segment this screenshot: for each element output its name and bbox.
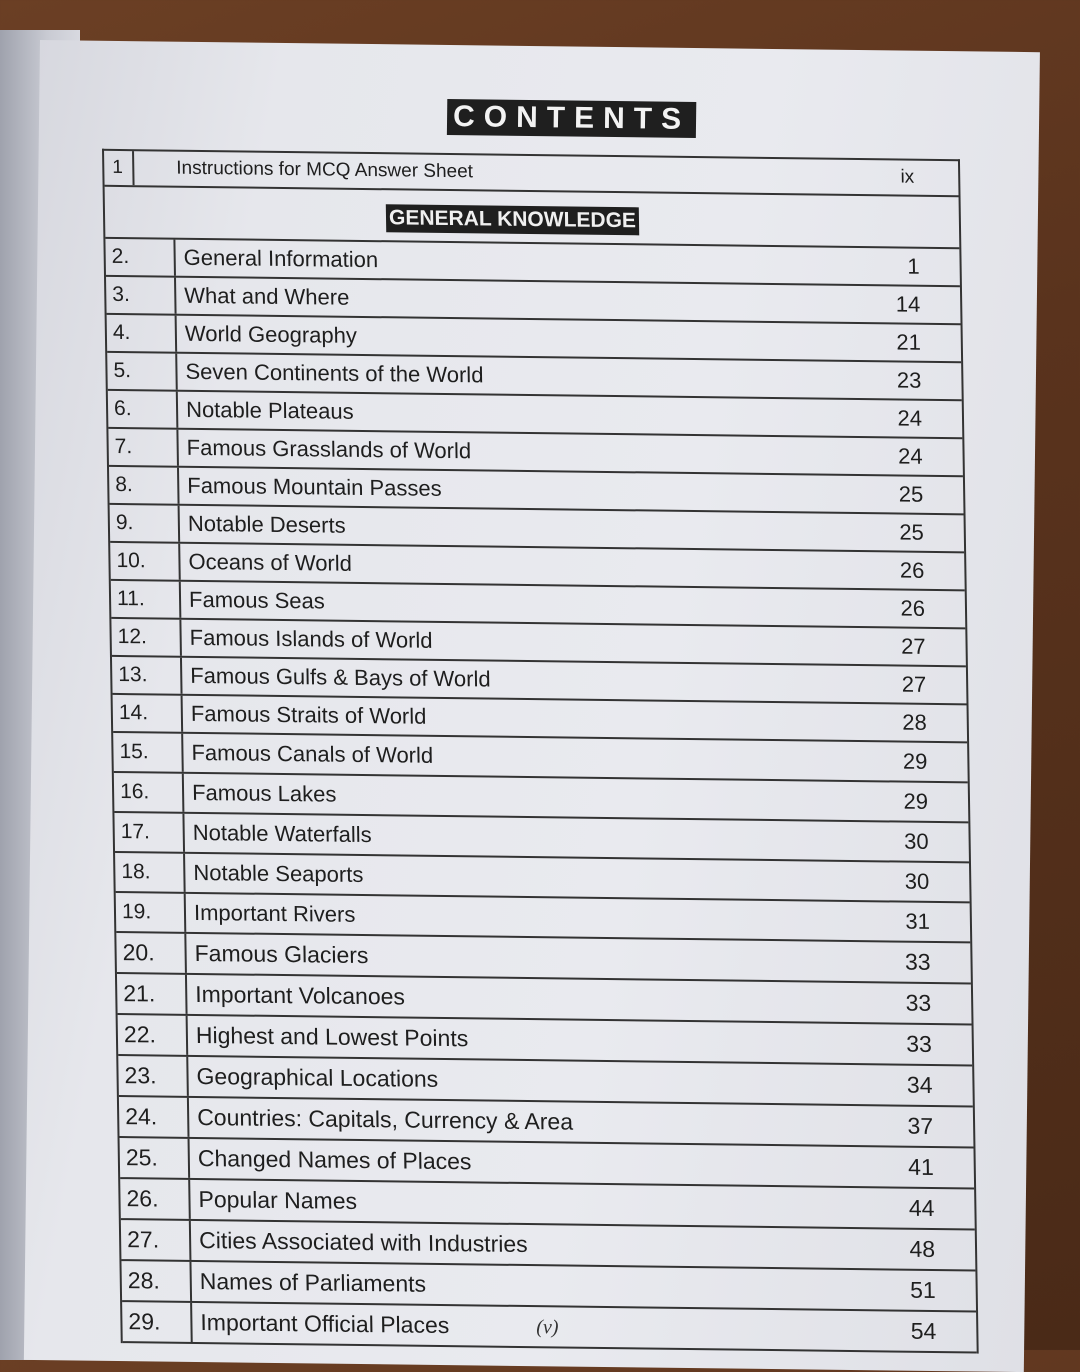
entry-page: 51 [909,1276,936,1304]
entry-title: Famous Straits of World [190,700,427,729]
entry-number: 7. [108,429,179,466]
entry-page: 28 [902,709,927,735]
entry-page: 14 [895,291,921,317]
book-page [24,40,1040,1372]
entry-number: 25. [120,1138,191,1178]
entry-number: 24. [119,1097,190,1137]
entry-number: 11. [111,581,182,618]
entry-page: 33 [906,1030,933,1057]
entry-page: 29 [903,788,929,814]
entry-page: 27 [900,633,926,659]
entry-number: 28. [121,1261,192,1301]
entry-page: 29 [902,748,928,774]
entry-title: Notable Seaports [193,859,364,888]
entry-title: Popular Names [198,1186,358,1214]
entry-title: General Information [183,244,379,273]
entry-number: 19. [116,893,187,932]
entry-title: Famous Mountain Passes [187,472,442,501]
entry-number: 2. [105,239,176,276]
entry-title: Highest and Lowest Points [195,1021,469,1052]
entry-number: 8. [109,467,180,504]
entry-title: World Geography [184,320,358,348]
entry-number: 17. [114,813,185,852]
entry-page: 23 [896,367,922,393]
entry-title: What and Where [184,282,350,310]
entry-title: Notable Deserts [187,510,346,538]
entry-title: Changed Names of Places [197,1145,472,1175]
entry-page: ix [900,166,915,188]
entry-title: Important Rivers [193,899,356,927]
entry-page: 41 [907,1153,934,1181]
entry-number: 6. [108,391,179,428]
entry-number: 26. [120,1179,191,1219]
entry-page: 21 [896,329,922,355]
entry-page: 48 [909,1235,936,1263]
entry-title: Geographical Locations [196,1062,439,1092]
entry-number: 10. [110,543,181,580]
entry-number: 12. [111,619,182,656]
entry-title: Famous Canals of World [191,739,434,768]
entry-number: 22. [118,1015,189,1055]
entry-number: 18. [115,853,186,892]
entry-title: Oceans of World [188,548,353,576]
entry-number: 1 [112,156,124,179]
entry-page: 30 [903,828,929,854]
entry-title: Cities Associated with Industries [198,1227,528,1258]
entry-page: 30 [904,868,930,894]
contents-heading: CONTENTS [447,99,696,138]
section-heading: GENERAL KNOWLEDGE [386,204,639,235]
entry-title: Instructions for MCQ Answer Sheet [176,157,474,183]
entry-page: 24 [897,443,923,469]
entry-page: 33 [904,948,931,975]
entry-number: 5. [107,353,178,390]
number-divider [132,151,135,185]
entry-number: 14. [113,695,184,732]
entry-page: 26 [899,557,925,583]
entry-title: Famous Glaciers [194,939,369,969]
entry-title: Notable Plateaus [185,396,354,424]
page-number: (v) [536,1316,559,1339]
entry-number: 3. [106,277,177,314]
contents-table [102,149,979,1354]
entry-number: 21. [117,974,188,1014]
entry-page: 26 [900,595,926,621]
entry-number: 23. [118,1056,189,1096]
entry-number: 9. [110,505,181,542]
entry-title: Famous Grasslands of World [186,434,472,464]
entry-title: Names of Parliaments [199,1268,427,1297]
entry-page: 25 [899,519,925,545]
entry-page: 34 [906,1071,933,1098]
entry-title: Famous Islands of World [189,624,433,653]
entry-number: 20. [116,933,187,973]
entry-page: 31 [905,908,931,934]
entry-page: 54 [910,1317,937,1345]
entry-page: 44 [908,1194,935,1222]
entry-title: Notable Waterfalls [192,819,372,848]
entry-page: 27 [901,671,927,697]
entry-page: 1 [907,253,920,279]
entry-title: Countries: Capitals, Currency & Area [196,1103,574,1135]
entry-title: Important Volcanoes [195,980,406,1010]
entry-title: Famous Gulfs & Bays of World [190,662,491,692]
entry-page: 24 [897,405,923,431]
entry-page: 37 [907,1112,934,1139]
entry-page: 33 [905,989,932,1016]
entry-number: 16. [114,773,185,812]
entry-number: 13. [112,657,183,694]
entry-title: Famous Seas [188,586,325,614]
entries-list [105,239,976,1354]
entry-title: Important Official Places [200,1309,450,1339]
entry-number: 4. [107,315,178,352]
entry-number: 15. [113,733,184,772]
entry-page: 25 [898,481,924,507]
entry-title: Famous Lakes [191,779,337,807]
entry-number: 27. [121,1220,192,1260]
entry-number: 29. [122,1302,193,1342]
entry-title: Seven Continents of the World [185,358,484,388]
